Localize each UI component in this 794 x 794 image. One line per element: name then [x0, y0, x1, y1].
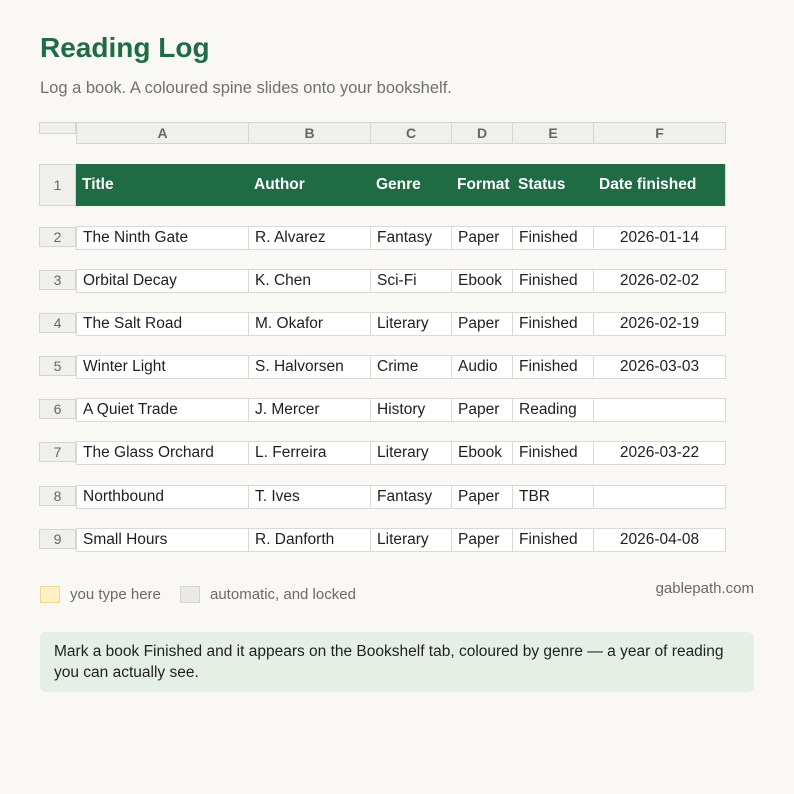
- grid-corner[interactable]: [39, 122, 76, 134]
- cell-genre[interactable]: History: [370, 398, 452, 422]
- cell-genre[interactable]: Literary: [370, 441, 452, 465]
- cell-format[interactable]: Audio: [451, 355, 513, 379]
- cell-author[interactable]: R. Alvarez: [248, 226, 371, 250]
- cell-date-finished[interactable]: [593, 398, 726, 422]
- row-header-4[interactable]: 4: [39, 313, 76, 333]
- cell-format[interactable]: Ebook: [451, 441, 513, 465]
- column-header-c[interactable]: C: [370, 122, 452, 144]
- column-header-b[interactable]: B: [248, 122, 371, 144]
- header-cell-title: Title: [76, 164, 249, 206]
- info-note: Mark a book Finished and it appears on the Bookshelf tab, coloured by genre — a year of reading you can actually see.: [40, 632, 754, 692]
- cell-status[interactable]: Finished: [512, 226, 594, 250]
- header-cell-date-finished: Date finished: [593, 164, 726, 206]
- cell-title[interactable]: Northbound: [76, 485, 249, 509]
- cell-author[interactable]: K. Chen: [248, 269, 371, 293]
- legend-auto: [180, 586, 356, 603]
- cell-status[interactable]: Finished: [512, 355, 594, 379]
- cell-genre[interactable]: Literary: [370, 528, 452, 552]
- cell-date-finished[interactable]: [593, 485, 726, 509]
- row-header-5[interactable]: 5: [39, 356, 76, 376]
- page-subtitle: Log a book. A coloured spine slides onto your bookshelf.: [40, 79, 452, 97]
- cell-title[interactable]: A Quiet Trade: [76, 398, 249, 422]
- header-cell-status: Status: [512, 164, 594, 206]
- cell-genre[interactable]: Fantasy: [370, 226, 452, 250]
- cell-author[interactable]: J. Mercer: [248, 398, 371, 422]
- row-header-6[interactable]: 6: [39, 399, 76, 419]
- cell-format[interactable]: Paper: [451, 528, 513, 552]
- cell-status[interactable]: Finished: [512, 312, 594, 336]
- legend-input: [40, 586, 161, 603]
- cell-format[interactable]: Ebook: [451, 269, 513, 293]
- input-swatch: [40, 586, 60, 603]
- column-header-a[interactable]: A: [76, 122, 249, 144]
- cell-date-finished[interactable]: 2026-03-03: [593, 355, 726, 379]
- header-cell-format: Format: [451, 164, 513, 206]
- cell-date-finished[interactable]: 2026-01-14: [593, 226, 726, 250]
- cell-status[interactable]: Finished: [512, 528, 594, 552]
- cell-format[interactable]: Paper: [451, 226, 513, 250]
- column-header-d[interactable]: D: [451, 122, 513, 144]
- cell-title[interactable]: The Salt Road: [76, 312, 249, 336]
- cell-title[interactable]: The Ninth Gate: [76, 226, 249, 250]
- row-header-1[interactable]: 1: [39, 164, 76, 206]
- cell-format[interactable]: Paper: [451, 312, 513, 336]
- cell-genre[interactable]: Crime: [370, 355, 452, 379]
- cell-date-finished[interactable]: 2026-02-19: [593, 312, 726, 336]
- cell-genre[interactable]: Literary: [370, 312, 452, 336]
- header-cell-genre: Genre: [370, 164, 452, 206]
- cell-title[interactable]: Winter Light: [76, 355, 249, 379]
- cell-author[interactable]: T. Ives: [248, 485, 371, 509]
- legend-input-label: you type here: [70, 586, 161, 603]
- cell-genre[interactable]: Fantasy: [370, 485, 452, 509]
- cell-author[interactable]: R. Danforth: [248, 528, 371, 552]
- auto-swatch: [180, 586, 200, 603]
- column-header-f[interactable]: F: [593, 122, 726, 144]
- page-title: Reading Log: [40, 32, 210, 63]
- cell-author[interactable]: S. Halvorsen: [248, 355, 371, 379]
- cell-title[interactable]: The Glass Orchard: [76, 441, 249, 465]
- row-header-8[interactable]: 8: [39, 486, 76, 506]
- cell-author[interactable]: M. Okafor: [248, 312, 371, 336]
- cell-title[interactable]: Small Hours: [76, 528, 249, 552]
- legend-auto-label: automatic, and locked: [210, 586, 356, 603]
- header-cell-author: Author: [248, 164, 371, 206]
- row-header-3[interactable]: 3: [39, 270, 76, 290]
- cell-status[interactable]: Reading: [512, 398, 594, 422]
- cell-status[interactable]: Finished: [512, 441, 594, 465]
- cell-status[interactable]: Finished: [512, 269, 594, 293]
- cell-date-finished[interactable]: 2026-04-08: [593, 528, 726, 552]
- cell-author[interactable]: L. Ferreira: [248, 441, 371, 465]
- cell-status[interactable]: TBR: [512, 485, 594, 509]
- cell-format[interactable]: Paper: [451, 398, 513, 422]
- row-header-2[interactable]: 2: [39, 227, 76, 247]
- cell-date-finished[interactable]: 2026-03-22: [593, 441, 726, 465]
- column-header-e[interactable]: E: [512, 122, 594, 144]
- row-header-9[interactable]: 9: [39, 529, 76, 549]
- cell-date-finished[interactable]: 2026-02-02: [593, 269, 726, 293]
- row-header-7[interactable]: 7: [39, 442, 76, 462]
- cell-genre[interactable]: Sci-Fi: [370, 269, 452, 293]
- site-url: gablepath.com: [655, 580, 754, 597]
- cell-title[interactable]: Orbital Decay: [76, 269, 249, 293]
- cell-format[interactable]: Paper: [451, 485, 513, 509]
